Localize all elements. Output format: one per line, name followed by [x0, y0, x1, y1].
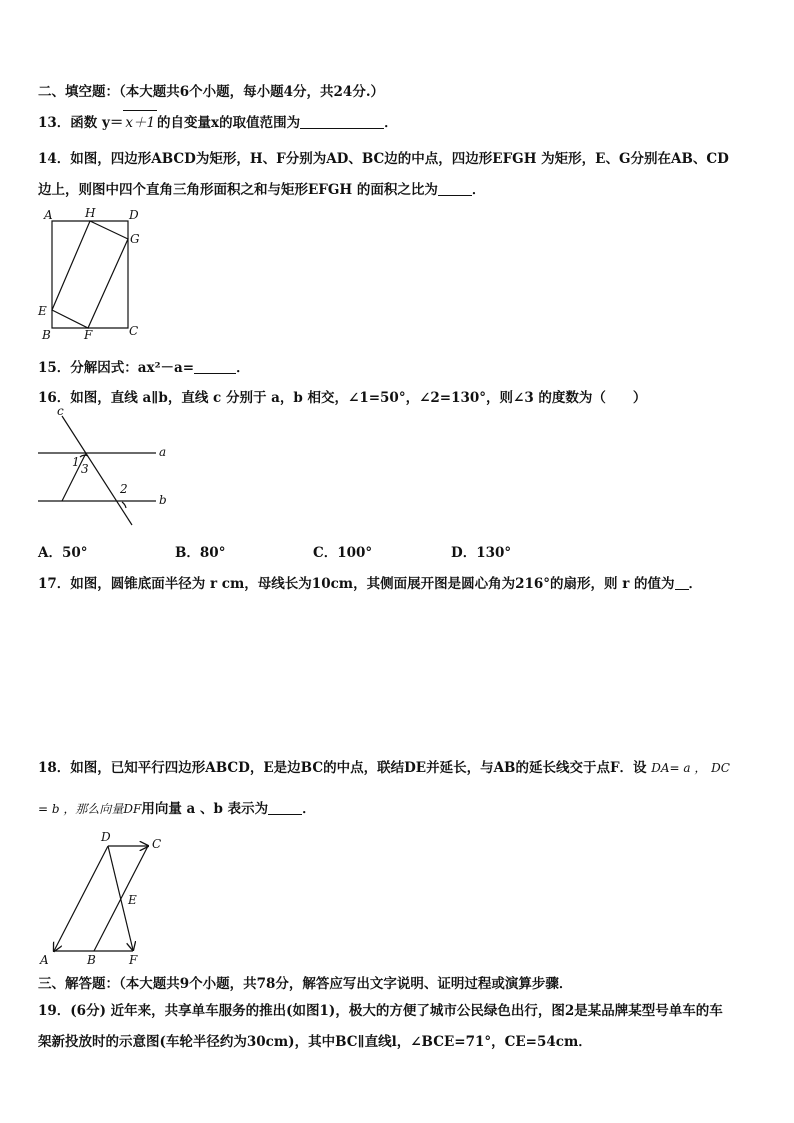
label-c: C [152, 837, 162, 851]
vector-dc: DC [711, 761, 730, 775]
label-angle-3: 3 [81, 462, 89, 476]
q18-parallelogram-figure [36, 826, 176, 968]
question-15: 15．分解因式：ax²－a= ． [38, 360, 250, 376]
question-17: 17．如图，圆锥底面半径为 r cm，母线长为10cm，其侧面展开图是圆心角为216°的扇形，则 r 的值为 ． [38, 576, 703, 592]
rectangle-abcd [52, 221, 128, 328]
q16-option-b[interactable]: B．80° [175, 545, 226, 561]
label-d: D [129, 208, 139, 222]
label-g: G [130, 232, 140, 246]
q18-answer-blank[interactable] [268, 800, 302, 815]
q16-option-a[interactable]: A．50° [38, 545, 88, 561]
label-angle-2: 2 [120, 482, 128, 496]
question-14-line-1: 14．如图，四边形ABCD为矩形，H、F分别为AD、BC边的中点，四边形EFGH 为矩形，E、G分别在AB、CD [38, 151, 729, 167]
label-b: B [87, 953, 96, 967]
label-d: D [101, 830, 111, 844]
label-f: F [84, 328, 93, 342]
label-b: B [42, 328, 51, 342]
q14-answer-blank[interactable] [438, 181, 472, 196]
question-14-line-2: 边上，则图中四个直角三角形面积之和与矩形EFGH 的面积之比为 ． [38, 182, 486, 198]
q16-option-c[interactable]: C．100° [313, 545, 373, 561]
angle-arc-2 [122, 502, 126, 508]
rectangle-efgh [52, 221, 128, 328]
section-2-header: 二、填空题：（本大题共6个小题，每小题4分，共24分.） [38, 84, 385, 100]
label-b: b [159, 493, 167, 507]
vector-df: DF [123, 802, 142, 816]
label-c: C [129, 324, 139, 338]
question-18-line-2: = b ，那么向量DF用向量 a 、b 表示为 ． [38, 801, 316, 817]
q16-parallel-lines-figure [36, 404, 176, 532]
section-3-header: 三、解答题：（本大题共9个小题，共78分，解答应写出文字说明、证明过程或演算步骤． [38, 976, 573, 992]
label-a: a [159, 445, 167, 459]
vector-da-arrow [54, 846, 108, 951]
label-a: A [40, 953, 49, 967]
q13-radicand: x＋1 [123, 110, 157, 131]
question-13: 13．函数 y＝ x＋1 的自变量x的取值范围为 ． [38, 110, 398, 131]
label-e: E [128, 893, 137, 907]
label-h: H [85, 206, 96, 220]
q17-answer-blank[interactable] [675, 575, 689, 590]
label-angle-1: 1 [72, 455, 80, 469]
vector-da: DA [651, 761, 670, 775]
question-16: 16．如图，直线 a∥b，直线 c 分别于 a，b 相交，∠1=50°，∠2=130°，则∠3 的度数为（ ） [38, 390, 647, 406]
question-19-line-2: 架新投放时的示意图(车轮半径约为30cm)，其中BC∥直线l，∠BCE=71°，CE=54cm． [38, 1034, 592, 1050]
label-e: E [38, 304, 47, 318]
label-f: F [129, 953, 138, 967]
q13-prefix: 13．函数 y＝ [38, 115, 124, 131]
q13-answer-blank[interactable] [300, 114, 384, 129]
q16-option-d[interactable]: D．130° [451, 545, 512, 561]
line-c [62, 416, 132, 525]
q14-rectangle-figure [36, 205, 146, 345]
q13-suffix: 的自变量x的取值范围为 [157, 115, 301, 131]
label-c: c [57, 404, 64, 418]
question-18-line-1: 18．如图，已知平行四边形ABCD，E是边BC的中点，联结DE并延长，与AB的延长线交于点F．设 DA= a ， DC [38, 760, 730, 776]
label-a: A [44, 208, 53, 222]
q15-answer-blank[interactable] [194, 359, 236, 374]
question-19-line-1: 19．(6分) 近年来，共享单车服务的推出(如图1)，极大的方便了城市公民绿色出行，图2是某品牌某型号单车的车 [38, 1003, 723, 1019]
